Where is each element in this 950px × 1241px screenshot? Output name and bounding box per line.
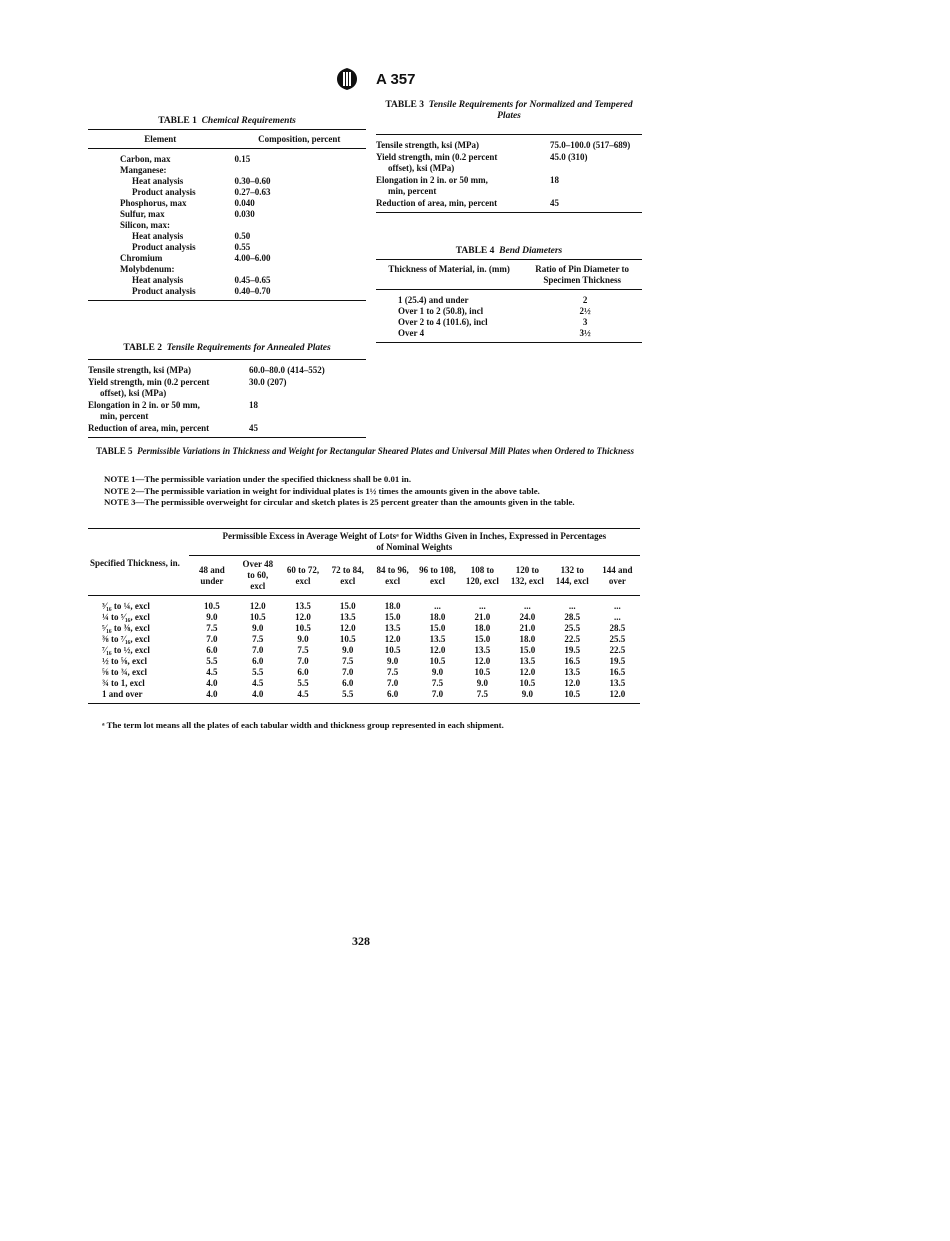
table-row xyxy=(88,667,640,678)
excess-value: 6.0 xyxy=(297,667,309,677)
property-name xyxy=(88,399,249,422)
property-line-2: min, percent xyxy=(100,411,149,421)
element-name: Heat analysis xyxy=(132,231,184,241)
excess-value: 18.0 xyxy=(384,601,401,611)
excess-value: 12.0 xyxy=(519,667,536,677)
table-row xyxy=(376,197,642,213)
composition-value: 4.00–6.00 xyxy=(234,253,271,263)
excess-value: 10.5 xyxy=(295,623,311,633)
property-line-1: Yield strength, min (0.2 percent xyxy=(88,377,210,387)
specified-thickness: ½ to ⅝, excl xyxy=(102,656,147,666)
property-line-2: min, percent xyxy=(388,186,437,196)
composition-value xyxy=(233,165,366,176)
excess-value: 9.0 xyxy=(297,634,309,644)
excess-value: ... xyxy=(614,601,621,611)
ratio-value: 3½ xyxy=(579,328,591,338)
excess-value: 9.0 xyxy=(342,645,354,655)
col-width-8: 132 to 144, excl xyxy=(555,564,589,586)
element-name: Product analysis xyxy=(132,242,196,252)
col-element: Element xyxy=(144,134,177,144)
excess-value: 7.0 xyxy=(431,689,444,699)
table-row xyxy=(376,317,642,328)
table-row xyxy=(88,689,640,704)
excess-value: 9.0 xyxy=(252,623,264,633)
table-4-title xyxy=(376,246,642,256)
excess-value: 12.0 xyxy=(295,612,311,622)
excess-value: 15.0 xyxy=(474,634,491,644)
excess-value: 4.0 xyxy=(206,678,218,688)
property-value: 75.0–100.0 (517–689) xyxy=(550,140,631,150)
table-5-title xyxy=(90,446,640,457)
property-value: 30.0 (207) xyxy=(249,377,287,387)
excess-value: 7.0 xyxy=(386,678,399,688)
property-value: 18 xyxy=(249,400,258,410)
excess-value: ... xyxy=(614,612,621,622)
property-line-1: Reduction of area, min, percent xyxy=(376,198,498,208)
table-5-grid xyxy=(88,528,640,704)
col-composition: Composition, percent xyxy=(258,134,341,144)
excess-value: 15.0 xyxy=(429,623,446,633)
composition-value: 0.030 xyxy=(234,209,255,219)
table-1 xyxy=(88,116,366,301)
excess-value: 13.5 xyxy=(564,667,581,677)
specified-thickness: ⅜ to ⁷⁄₁₆, excl xyxy=(102,634,150,644)
table-row xyxy=(88,360,366,377)
excess-value: 13.5 xyxy=(474,645,491,655)
excess-value: 7.5 xyxy=(431,678,444,688)
table-1-label: TABLE 1 xyxy=(158,116,197,126)
specified-thickness: ³⁄₁₆ to ¼, excl xyxy=(102,601,150,611)
table-5-notes xyxy=(90,474,640,509)
excess-value: 13.5 xyxy=(429,634,446,644)
excess-value: 13.5 xyxy=(339,612,356,622)
note-1: NOTE 1—The permissible variation under the specified thickness shall be 0.01 in. xyxy=(104,474,412,484)
excess-value: 22.5 xyxy=(564,634,581,644)
element-name: Chromium xyxy=(120,253,163,263)
composition-value: 0.50 xyxy=(234,231,251,241)
ratio-value: 3 xyxy=(582,317,588,327)
table-4-subtitle: Bend Diameters xyxy=(499,246,563,256)
property-line-1: Elongation in 2 in. or 50 mm, xyxy=(88,400,200,410)
table-1-title xyxy=(88,116,366,126)
excess-value: 16.5 xyxy=(564,656,581,666)
table-3-subtitle: Tensile Requirements for Normalized and Tempered Plates xyxy=(428,100,633,121)
excess-value: 5.5 xyxy=(297,678,309,688)
table-5-label: TABLE 5 xyxy=(95,446,133,456)
specified-thickness: ⅝ to ¾, excl xyxy=(102,667,147,677)
property-name xyxy=(88,376,249,399)
col-ratio: Ratio of Pin Diameter to Specimen Thickness xyxy=(535,264,630,285)
col-group-permissible-excess: Permissible Excess in Average Weight of Lotsᵃ for Widths Given in Inches, Expressed in Percentages of Nominal Weights xyxy=(189,529,640,556)
excess-value: 12.0 xyxy=(339,623,356,633)
table-row xyxy=(88,231,366,242)
property-line-1: Reduction of area, min, percent xyxy=(88,423,210,433)
table-1-header-row xyxy=(88,130,366,149)
excess-value: 25.5 xyxy=(609,634,626,644)
table-4-header-row xyxy=(376,260,642,290)
excess-value: 12.0 xyxy=(384,634,401,644)
thickness-value: 1 (25.4) and under xyxy=(398,295,469,305)
thickness-value: Over 1 to 2 (50.8), incl xyxy=(398,306,484,316)
excess-value: 6.0 xyxy=(252,656,264,666)
excess-value: 4.0 xyxy=(206,689,218,699)
property-name xyxy=(376,135,550,152)
excess-value: 4.5 xyxy=(297,689,309,699)
element-name: Phosphorus, max xyxy=(120,198,187,208)
excess-value: 18.0 xyxy=(429,612,446,622)
table-row xyxy=(88,422,366,438)
standard-designation: A 357 xyxy=(376,70,416,88)
col-width-9: 144 and over xyxy=(602,564,633,586)
excess-value: 7.5 xyxy=(297,645,309,655)
table-row xyxy=(376,306,642,317)
excess-value: 13.5 xyxy=(609,678,626,688)
excess-value: 10.5 xyxy=(564,689,581,699)
excess-value: 4.0 xyxy=(252,689,264,699)
excess-value: 6.0 xyxy=(342,678,354,688)
excess-value: 19.5 xyxy=(609,656,626,666)
specified-thickness: ⁵⁄₁₆ to ⅜, excl xyxy=(102,623,150,633)
excess-value: 16.5 xyxy=(609,667,626,677)
excess-value: 10.5 xyxy=(384,645,401,655)
excess-value: 9.0 xyxy=(476,678,489,688)
table-1-subtitle: Chemical Requirements xyxy=(201,116,296,126)
excess-value: 5.5 xyxy=(206,656,218,666)
table-1-body xyxy=(88,149,366,301)
table-row xyxy=(88,612,640,623)
specified-thickness: 1 and over xyxy=(102,689,143,699)
excess-value: 12.0 xyxy=(429,645,446,655)
col-width-0: 48 and under xyxy=(198,564,225,586)
astm-logo-icon xyxy=(336,67,358,91)
excess-value: 6.0 xyxy=(206,645,218,655)
table-row xyxy=(88,623,640,634)
table-3-label: TABLE 3 xyxy=(385,100,425,110)
col-width-5: 96 to 108, excl xyxy=(419,564,456,586)
table-3 xyxy=(376,100,642,213)
table-row xyxy=(88,149,366,166)
col-width-1: Over 48 to 60, excl xyxy=(242,559,274,591)
composition-value xyxy=(233,220,366,231)
excess-value: 22.5 xyxy=(609,645,626,655)
property-name xyxy=(376,174,550,197)
excess-value: 28.5 xyxy=(609,623,626,633)
table-row xyxy=(88,645,640,656)
table-row xyxy=(88,596,640,613)
composition-value xyxy=(233,264,366,275)
excess-value: 7.5 xyxy=(342,656,354,666)
table-3-body xyxy=(376,135,642,213)
table-row xyxy=(88,176,366,187)
property-line-2: offset), ksi (MPa) xyxy=(388,163,455,173)
table-3-grid xyxy=(376,134,642,213)
excess-value: 13.5 xyxy=(295,601,311,611)
table-5-subtitle: Permissible Variations in Thickness and Weight for Rectangular Sheared Plates and Universal Mill Plates when Ordered to Thickness xyxy=(137,446,635,456)
table-2 xyxy=(88,343,366,438)
excess-value: 6.0 xyxy=(386,689,399,699)
table-row xyxy=(88,264,366,275)
ratio-value: 2 xyxy=(582,295,588,305)
excess-value: ... xyxy=(479,601,486,611)
table-row xyxy=(88,242,366,253)
table-2-title xyxy=(88,343,366,353)
col-thickness: Thickness of Material, in. (mm) xyxy=(388,264,510,274)
table-4-label: TABLE 4 xyxy=(455,246,495,256)
excess-value: 9.0 xyxy=(431,667,444,677)
excess-value: 19.5 xyxy=(564,645,581,655)
property-value: 45 xyxy=(550,198,559,208)
excess-value: 9.0 xyxy=(386,656,399,666)
composition-value: 0.55 xyxy=(234,242,251,252)
table-5 xyxy=(88,528,640,704)
excess-value: 24.0 xyxy=(519,612,536,622)
composition-value: 0.45–0.65 xyxy=(234,275,271,285)
specified-thickness: ¼ to ⁵⁄₁₆, excl xyxy=(102,612,150,622)
page-header xyxy=(336,66,415,92)
excess-value: 9.0 xyxy=(521,689,533,699)
excess-value: 5.5 xyxy=(342,689,354,699)
element-name: Heat analysis xyxy=(132,275,184,285)
excess-value: 10.5 xyxy=(339,634,356,644)
excess-value: 13.5 xyxy=(384,623,401,633)
excess-value: 12.0 xyxy=(474,656,491,666)
excess-value: 15.0 xyxy=(339,601,356,611)
col-specified-thickness: Specified Thickness, in. xyxy=(88,529,189,596)
excess-value: 7.5 xyxy=(206,623,218,633)
excess-value: 7.5 xyxy=(252,634,264,644)
table-row xyxy=(88,253,366,264)
element-name: Heat analysis xyxy=(132,176,184,186)
specified-thickness: ¾ to 1, excl xyxy=(102,678,145,688)
table-row xyxy=(88,656,640,667)
thickness-value: Over 4 xyxy=(398,328,425,338)
property-line-1: Yield strength, min (0.2 percent xyxy=(376,152,498,162)
excess-value: 7.0 xyxy=(206,634,218,644)
property-name xyxy=(88,422,249,438)
col-width-7: 120 to 132, excl xyxy=(510,564,544,586)
col-width-3: 72 to 84, excl xyxy=(331,564,364,586)
composition-value: 0.27–0.63 xyxy=(234,187,271,197)
excess-value: 25.5 xyxy=(564,623,581,633)
excess-value: 7.0 xyxy=(342,667,354,677)
excess-value: 12.0 xyxy=(564,678,581,688)
table-5-header-row-1 xyxy=(88,529,640,556)
excess-value: 7.0 xyxy=(297,656,309,666)
table-row xyxy=(88,165,366,176)
property-line-1: Elongation in 2 in. or 50 mm, xyxy=(376,175,488,185)
element-name: Product analysis xyxy=(132,187,196,197)
property-line-2: offset), ksi (MPa) xyxy=(100,388,167,398)
excess-value: 15.0 xyxy=(519,645,536,655)
table-row xyxy=(88,187,366,198)
thickness-value: Over 2 to 4 (101.6), incl xyxy=(398,317,488,327)
element-name: Product analysis xyxy=(132,286,196,296)
property-name xyxy=(376,197,550,213)
element-name: Molybdenum: xyxy=(120,264,175,274)
note-3: NOTE 3—The permissible overweight for circular and sketch plates is 25 percent greater than the amounts given in the table. xyxy=(104,497,575,507)
table-5-footnote: ᵃ The term lot means all the plates of each tabular width and thickness group represented in each shipment. xyxy=(102,720,504,730)
excess-value: 15.0 xyxy=(384,612,401,622)
excess-value: 10.5 xyxy=(249,612,266,622)
element-name: Manganese: xyxy=(120,165,167,175)
table-row xyxy=(376,151,642,174)
excess-value: ... xyxy=(523,601,531,611)
excess-value: 10.5 xyxy=(203,601,220,611)
excess-value: 7.5 xyxy=(386,667,399,677)
property-value: 45.0 (310) xyxy=(550,152,588,162)
excess-value: 4.5 xyxy=(206,667,218,677)
excess-value: 7.0 xyxy=(252,645,264,655)
excess-value: 28.5 xyxy=(564,612,581,622)
property-value: 60.0–80.0 (414–552) xyxy=(249,365,325,375)
property-line-1: Tensile strength, ksi (MPa) xyxy=(88,365,192,375)
composition-value: 0.15 xyxy=(234,154,251,164)
table-4 xyxy=(376,246,642,343)
table-2-subtitle: Tensile Requirements for Annealed Plates xyxy=(166,343,331,353)
composition-value: 0.30–0.60 xyxy=(234,176,271,186)
col-width-4: 84 to 96, excl xyxy=(376,564,409,586)
excess-value: 10.5 xyxy=(429,656,446,666)
table-1-grid xyxy=(88,129,366,301)
property-name xyxy=(88,360,249,377)
composition-value: 0.40–0.70 xyxy=(234,286,271,296)
note-2: NOTE 2—The permissible variation in weight for individual plates is 1½ times the amounts given in the above table. xyxy=(104,485,540,496)
table-5-body xyxy=(88,596,640,704)
excess-value: 10.5 xyxy=(519,678,536,688)
table-row xyxy=(88,376,366,399)
excess-value: 12.0 xyxy=(249,601,266,611)
table-2-body xyxy=(88,360,366,438)
table-2-label: TABLE 2 xyxy=(123,343,162,353)
element-name: Silicon, max: xyxy=(120,220,171,230)
excess-value: 5.5 xyxy=(252,667,264,677)
table-row xyxy=(376,328,642,343)
col-width-2: 60 to 72, excl xyxy=(286,564,320,586)
excess-value: ... xyxy=(568,601,576,611)
excess-value: 18.0 xyxy=(519,634,536,644)
excess-value: 10.5 xyxy=(474,667,491,677)
table-row xyxy=(88,634,640,645)
table-row xyxy=(88,220,366,231)
excess-value: 7.5 xyxy=(476,689,489,699)
excess-value: 18.0 xyxy=(474,623,491,633)
col-width-6: 108 to 120, excl xyxy=(465,564,499,586)
excess-value: 21.0 xyxy=(519,623,536,633)
ratio-value: 2½ xyxy=(579,306,591,316)
element-name: Sulfur, max xyxy=(120,209,165,219)
composition-value: 0.040 xyxy=(234,198,255,208)
table-2-grid xyxy=(88,359,366,438)
property-line-1: Tensile strength, ksi (MPa) xyxy=(376,140,480,150)
property-value: 45 xyxy=(249,423,258,433)
property-name xyxy=(376,151,550,174)
table-4-body xyxy=(376,290,642,343)
specified-thickness: ⁷⁄₁₆ to ½, excl xyxy=(102,645,150,655)
excess-value: ... xyxy=(434,601,441,611)
table-3-title xyxy=(376,100,642,122)
excess-value: 21.0 xyxy=(474,612,491,622)
element-name: Carbon, max xyxy=(120,154,171,164)
table-row xyxy=(88,209,366,220)
table-row xyxy=(376,290,642,307)
table-row xyxy=(88,678,640,689)
table-row xyxy=(88,275,366,286)
page-number: 328 xyxy=(352,934,370,948)
table-row xyxy=(376,135,642,152)
excess-value: 12.0 xyxy=(609,689,626,699)
table-4-grid xyxy=(376,259,642,343)
table-row xyxy=(376,174,642,197)
excess-value: 4.5 xyxy=(252,678,264,688)
table-row xyxy=(88,399,366,422)
table-row xyxy=(88,286,366,301)
excess-value: 9.0 xyxy=(206,612,218,622)
property-value: 18 xyxy=(550,175,559,185)
table-row xyxy=(88,198,366,209)
excess-value: 13.5 xyxy=(519,656,536,666)
